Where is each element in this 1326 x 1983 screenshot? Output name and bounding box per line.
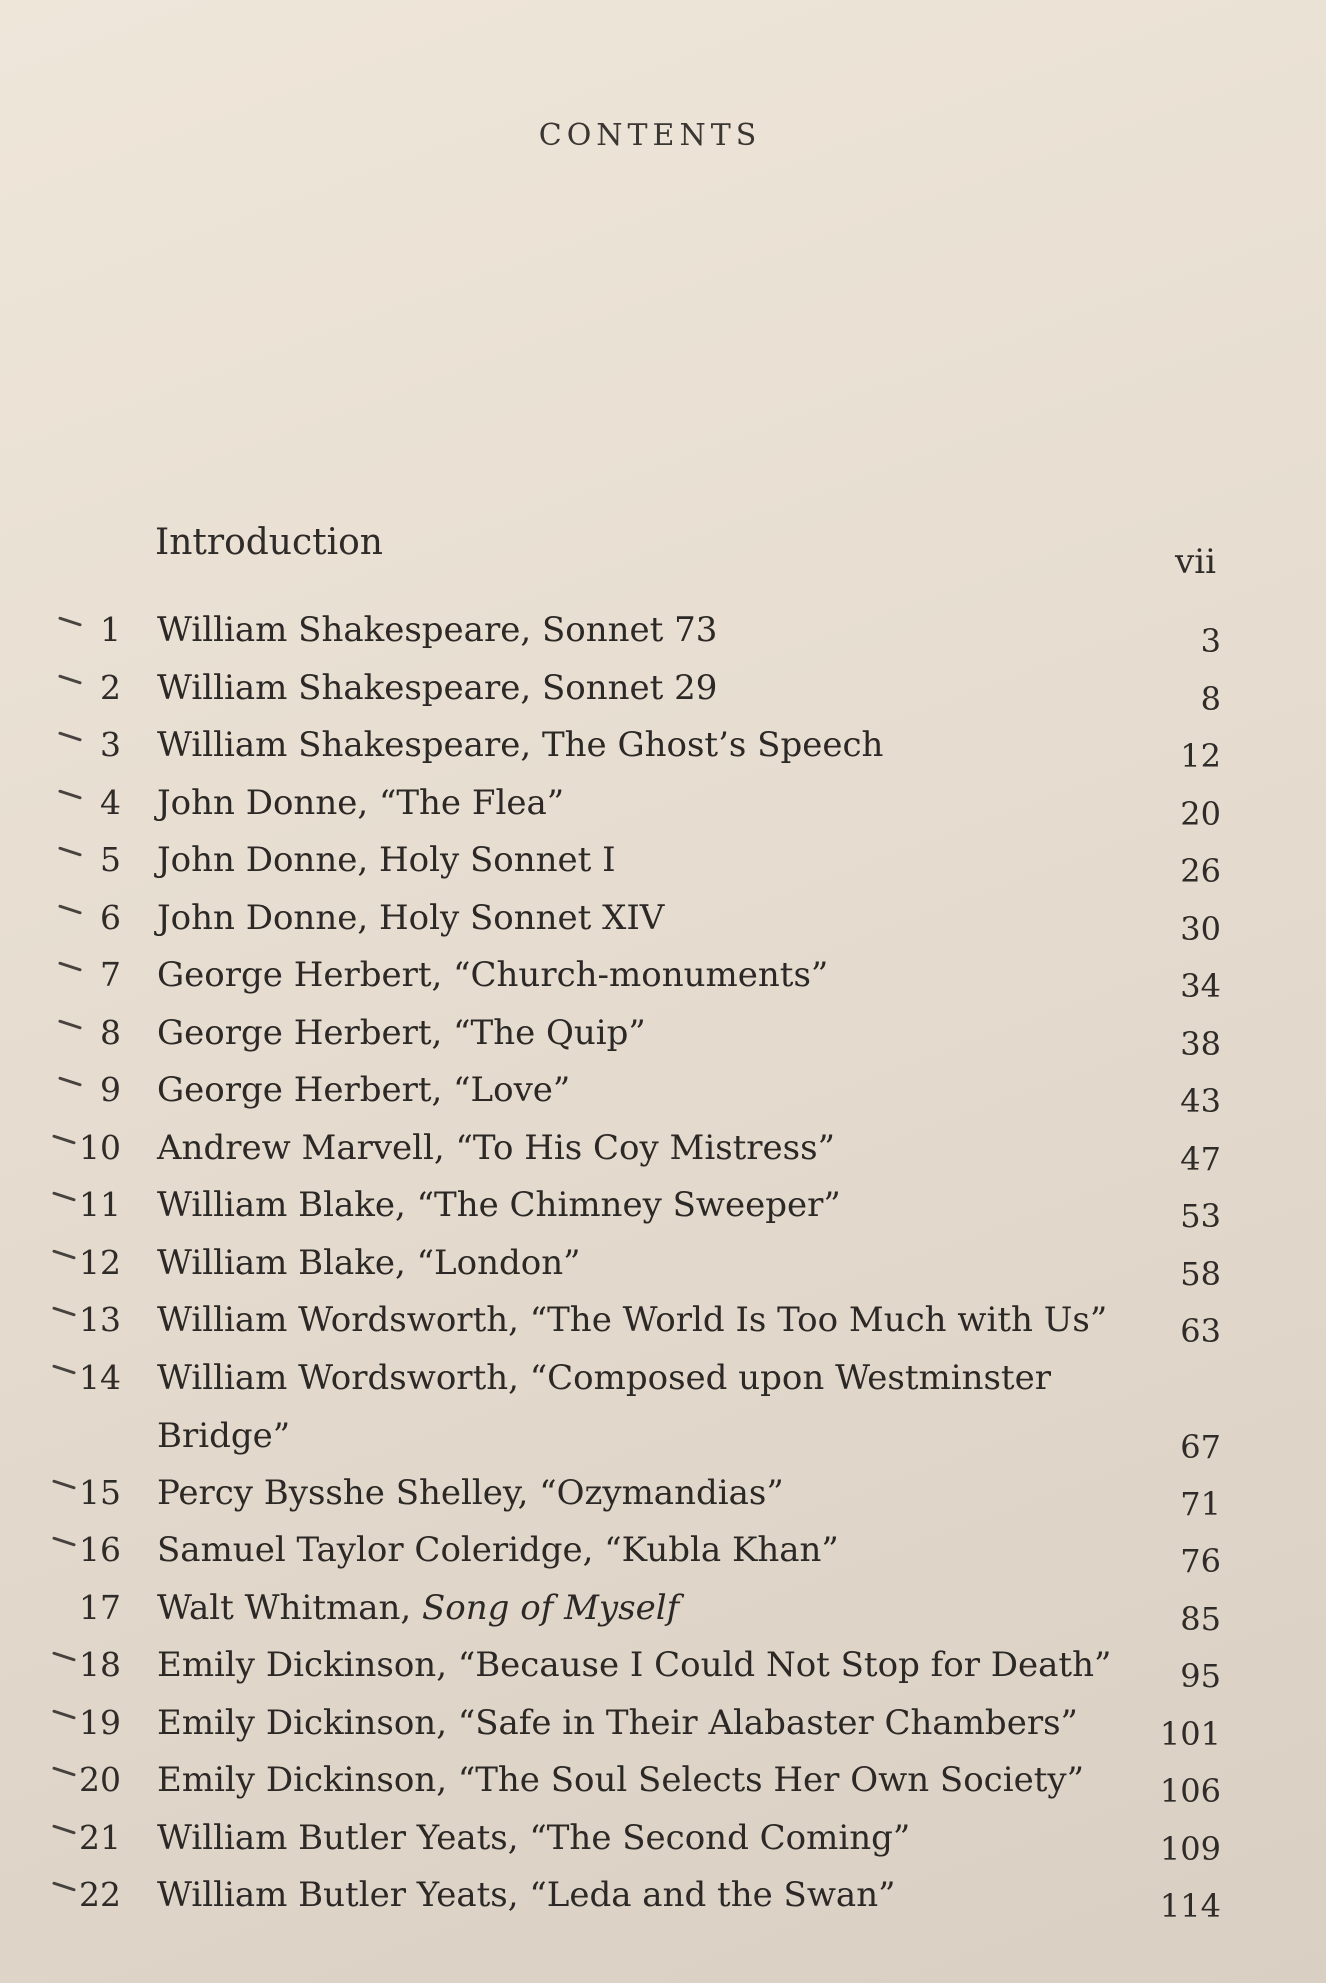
- entry-author: Percy Bysshe Shelley,: [157, 1473, 540, 1513]
- entry-number: 10: [79, 1128, 121, 1167]
- entry-number: 14: [79, 1358, 121, 1397]
- entry-author: Walt Whitman,: [157, 1588, 423, 1628]
- entry-author: William Shakespeare,: [157, 668, 542, 708]
- toc-entry: [0, 1300, 1326, 1356]
- entry-title: [157, 898, 664, 938]
- toc-entry: [0, 898, 1326, 954]
- entry-title: [157, 1760, 1084, 1800]
- pencil-tick-mark: [52, 1824, 76, 1834]
- entry-title: [157, 1530, 839, 1570]
- entry-work-continued: Bridge”: [157, 1416, 291, 1456]
- entry-number: 5: [100, 840, 121, 879]
- toc-entry: [0, 1185, 1326, 1241]
- entry-number: 11: [79, 1185, 121, 1224]
- toc-entry: [0, 1128, 1326, 1184]
- entry-number: 21: [79, 1818, 121, 1857]
- entry-author: John Donne,: [157, 898, 379, 938]
- entry-author: William Blake,: [157, 1185, 417, 1225]
- entry-work: “To His Coy Mistress”: [455, 1128, 835, 1168]
- entry-work: Song of Myself: [422, 1588, 680, 1628]
- entry-number: 16: [79, 1530, 121, 1569]
- entry-page-number: 47: [1180, 1140, 1221, 1178]
- pencil-tick-mark: [52, 1881, 76, 1891]
- entry-work: “The Chimney Sweeper”: [416, 1185, 841, 1225]
- entry-title: [157, 1473, 784, 1513]
- pencil-tick-mark: [52, 1364, 76, 1374]
- entry-number: 12: [79, 1243, 121, 1282]
- pencil-tick-mark: [58, 789, 82, 799]
- entry-title: [157, 1128, 835, 1168]
- entry-title: [157, 783, 564, 823]
- entry-work: Holy Sonnet XIV: [378, 898, 665, 938]
- entry-number: 17: [79, 1588, 121, 1627]
- entry-work: The Ghost’s Speech: [541, 725, 884, 765]
- contents-heading: CONTENTS: [538, 118, 762, 153]
- entry-page-number: 85: [1180, 1600, 1221, 1638]
- toc-entry: [0, 1645, 1326, 1701]
- entry-page-number: 8: [1200, 680, 1221, 718]
- toc-entry: [0, 1818, 1326, 1874]
- entry-author: Samuel Taylor Coleridge,: [157, 1530, 605, 1570]
- pencil-tick-mark: [58, 846, 82, 856]
- entry-work: Sonnet 73: [541, 610, 718, 650]
- entry-work: “The Quip”: [453, 1013, 646, 1053]
- pencil-tick-mark: [58, 904, 82, 914]
- entry-page-number: 114: [1159, 1887, 1221, 1925]
- entry-work: Sonnet 29: [541, 668, 718, 708]
- entry-work: Holy Sonnet I: [378, 840, 616, 880]
- entry-author: John Donne,: [157, 840, 379, 880]
- entry-page-number: 20: [1180, 795, 1221, 833]
- entry-number: 7: [100, 955, 121, 994]
- entry-author: William Blake,: [157, 1243, 417, 1283]
- entry-number: 2: [100, 668, 121, 707]
- entry-title: [157, 725, 883, 765]
- entry-work: “The World Is Too Much with Us”: [529, 1300, 1108, 1340]
- entry-page-number: 76: [1180, 1542, 1221, 1580]
- toc-entry: [0, 1875, 1326, 1931]
- entry-author: William Wordsworth,: [157, 1358, 530, 1398]
- entry-work: “Love”: [453, 1070, 571, 1110]
- entry-page-number: 12: [1180, 737, 1221, 775]
- entry-number: 13: [79, 1300, 121, 1339]
- toc-entry: [0, 1588, 1326, 1644]
- entry-work: “The Soul Selects Her Own Society”: [457, 1760, 1084, 1800]
- entry-title: [157, 1243, 580, 1283]
- toc-entry: [0, 1013, 1326, 1069]
- entry-page-number: 63: [1180, 1312, 1221, 1350]
- entry-author: William Butler Yeats,: [157, 1875, 530, 1915]
- toc-entry: [0, 1243, 1326, 1299]
- pencil-tick-mark: [52, 1306, 76, 1316]
- pencil-tick-mark: [58, 616, 82, 626]
- entry-work: “Safe in Their Alabaster Chambers”: [457, 1703, 1078, 1743]
- entry-title: [157, 1818, 910, 1858]
- entry-number: 3: [100, 725, 121, 764]
- entry-number: 22: [79, 1875, 121, 1914]
- toc-entry: [0, 1473, 1326, 1529]
- pencil-tick-mark: [58, 674, 82, 684]
- pencil-tick-mark: [58, 1076, 82, 1086]
- pencil-tick-mark: [52, 1536, 76, 1546]
- entry-title: [157, 955, 828, 995]
- entry-author: William Wordsworth,: [157, 1300, 530, 1340]
- pencil-tick-mark: [52, 1479, 76, 1489]
- pencil-tick-mark: [52, 1134, 76, 1144]
- entry-author: Andrew Marvell,: [157, 1128, 456, 1168]
- entry-title: [157, 1013, 646, 1053]
- entry-page-number: 43: [1180, 1082, 1221, 1120]
- toc-entry: [0, 668, 1326, 724]
- entry-author: Emily Dickinson,: [157, 1760, 458, 1800]
- entry-page-number: 101: [1159, 1715, 1221, 1753]
- pencil-tick-mark: [52, 1766, 76, 1776]
- entry-page-number: 30: [1180, 910, 1221, 948]
- entry-number: 19: [79, 1703, 121, 1742]
- entry-page-number: 106: [1159, 1772, 1221, 1810]
- entry-title: [157, 1588, 679, 1628]
- pencil-tick-mark: [58, 1019, 82, 1029]
- toc-entry: [0, 610, 1326, 666]
- entry-page-number: 58: [1180, 1255, 1221, 1293]
- entry-number: 8: [100, 1013, 121, 1052]
- toc-entry: [0, 955, 1326, 1011]
- pencil-tick-mark: [52, 1709, 76, 1719]
- entry-work: “Leda and the Swan”: [529, 1875, 896, 1915]
- toc-entry: [0, 1358, 1326, 1466]
- entry-number: 15: [79, 1473, 121, 1512]
- pencil-tick-mark: [58, 731, 82, 741]
- entry-title: [157, 1185, 841, 1225]
- introduction-title: Introduction: [155, 522, 383, 563]
- toc-entry: [0, 1760, 1326, 1816]
- entry-page-number: 26: [1180, 852, 1221, 890]
- entry-page-number: 95: [1180, 1657, 1221, 1695]
- entry-number: 20: [79, 1760, 121, 1799]
- pencil-tick-mark: [52, 1249, 76, 1259]
- entry-title: [157, 1703, 1078, 1743]
- entry-title: [157, 840, 616, 880]
- entry-number: 6: [100, 898, 121, 937]
- entry-page-number: 109: [1159, 1830, 1221, 1868]
- entry-author: Emily Dickinson,: [157, 1645, 458, 1685]
- entry-work: “Church-monuments”: [453, 955, 829, 995]
- entry-page-number: 67: [1180, 1428, 1221, 1466]
- entry-page-number: 3: [1200, 622, 1221, 660]
- entry-title: [157, 668, 717, 708]
- entry-title: [157, 1300, 1107, 1340]
- entry-work: “London”: [416, 1243, 581, 1283]
- entry-author: William Butler Yeats,: [157, 1818, 530, 1858]
- pencil-tick-mark: [58, 961, 82, 971]
- entry-author: William Shakespeare,: [157, 610, 542, 650]
- entry-page-number: 71: [1180, 1485, 1221, 1523]
- entry-number: 9: [100, 1070, 121, 1109]
- entry-author: George Herbert,: [157, 1013, 454, 1053]
- entry-number: 18: [79, 1645, 121, 1684]
- toc-entry: [0, 1703, 1326, 1759]
- entry-title: [157, 1645, 1111, 1685]
- entry-title: [157, 1070, 570, 1110]
- introduction-page-number: vii: [1175, 542, 1216, 582]
- entry-work: “Composed upon Westminster: [529, 1358, 1051, 1398]
- entry-page-number: 34: [1180, 967, 1221, 1005]
- toc-entry: [0, 1530, 1326, 1586]
- entry-number: 4: [100, 783, 121, 822]
- entry-work: “The Second Coming”: [529, 1818, 911, 1858]
- entry-author: John Donne,: [157, 783, 379, 823]
- entry-work: “Kubla Khan”: [604, 1530, 839, 1570]
- entry-number: 1: [100, 610, 121, 649]
- toc-entry: [0, 1070, 1326, 1126]
- entry-title: [157, 610, 717, 650]
- entry-work: “Ozymandias”: [539, 1473, 784, 1513]
- entry-author: William Shakespeare,: [157, 725, 542, 765]
- entry-title: [157, 1358, 1051, 1398]
- toc-entry: [0, 783, 1326, 839]
- entry-page-number: 38: [1180, 1025, 1221, 1063]
- pencil-tick-mark: [52, 1651, 76, 1661]
- entry-author: George Herbert,: [157, 1070, 454, 1110]
- toc-entry: [0, 725, 1326, 781]
- entry-author: Emily Dickinson,: [157, 1703, 458, 1743]
- pencil-tick-mark: [52, 1191, 76, 1201]
- toc-entry: [0, 840, 1326, 896]
- entry-page-number: 53: [1180, 1197, 1221, 1235]
- entry-title: [157, 1875, 895, 1915]
- entry-work: “Because I Could Not Stop for Death”: [457, 1645, 1112, 1685]
- entry-author: George Herbert,: [157, 955, 454, 995]
- entry-work: “The Flea”: [378, 783, 565, 823]
